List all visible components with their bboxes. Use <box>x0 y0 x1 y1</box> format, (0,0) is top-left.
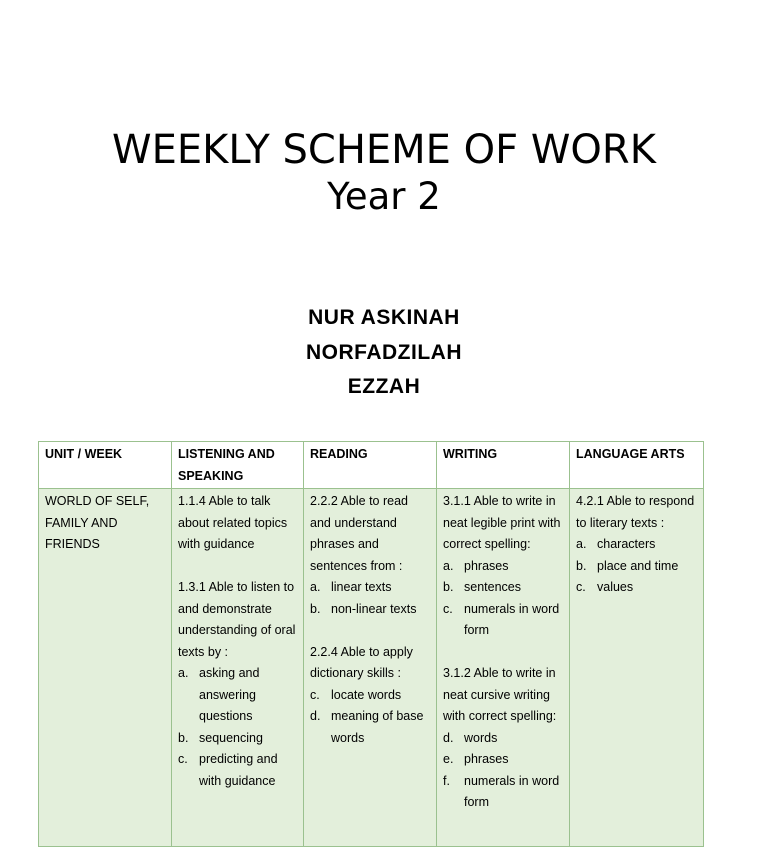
item-list <box>443 728 564 814</box>
list-item: b. sentences <box>443 580 521 594</box>
standard-text: 3.1.1 Able to write in neat legible print with correct spelling: <box>443 494 561 551</box>
author-name: NORFADZILAH <box>306 340 462 364</box>
header-unit-week: UNIT / WEEK <box>39 442 172 489</box>
list-item: a. characters <box>576 537 656 551</box>
item-list <box>178 663 298 792</box>
item-list <box>443 556 564 642</box>
list-item: e. phrases <box>443 752 509 766</box>
listening-speaking-cell <box>172 489 304 847</box>
list-item: a. linear texts <box>310 580 392 594</box>
language-arts-cell <box>570 489 704 847</box>
list-item: d. words <box>443 730 498 745</box>
author-list <box>0 301 768 405</box>
table-header-row <box>39 442 704 489</box>
writing-cell <box>437 489 570 847</box>
author-name: NUR ASKINAH <box>308 306 460 329</box>
header-language-arts: LANGUAGE ARTS <box>570 442 704 489</box>
document-subtitle: Year 2 <box>327 175 441 218</box>
list-item: c. locate words <box>310 687 402 702</box>
item-list <box>576 534 698 599</box>
header-reading: READING <box>304 442 437 489</box>
author-name: EZZAH <box>347 375 421 398</box>
item-list <box>310 685 431 750</box>
item-list <box>310 577 431 620</box>
list-item: c. predicting and with guidance <box>178 752 278 788</box>
standard-text: 2.2.4 Able to apply dictionary skills : <box>310 644 413 680</box>
standard-text: 3.1.2 Able to write in neat cursive writing with correct spelling: <box>443 666 557 723</box>
header-listening-speaking: LISTENING AND SPEAKING <box>172 442 304 489</box>
list-item: a. asking and answering questions <box>178 666 260 723</box>
list-item: c. values <box>576 580 634 594</box>
list-item: f. numerals in word form <box>443 773 560 809</box>
header-writing: WRITING <box>437 442 570 489</box>
scheme-of-work-table <box>38 441 704 847</box>
standard-text: 1.1.4 Able to talk about related topics with guidance <box>178 494 288 551</box>
document-title: WEEKLY SCHEME OF WORK <box>112 127 656 173</box>
reading-cell <box>304 489 437 847</box>
list-item: c. numerals in word form <box>443 601 560 637</box>
unit-name: WORLD OF SELF, FAMILY AND FRIENDS <box>45 494 150 551</box>
standard-text: 1.3.1 Able to listen to and demonstrate understanding of oral texts by : <box>178 580 296 659</box>
table-row <box>39 489 704 847</box>
list-item: b. sequencing <box>178 730 263 745</box>
standard-text: 2.2.2 Able to read and understand phrases and sentences from : <box>310 494 408 573</box>
unit-cell <box>39 489 172 847</box>
standard-text: 4.2.1 Able to respond to literary texts : <box>576 494 695 530</box>
list-item: b. non-linear texts <box>310 601 417 616</box>
list-item: d. meaning of base words <box>310 709 424 745</box>
list-item: b. place and time <box>576 558 679 573</box>
list-item: a. phrases <box>443 558 509 573</box>
